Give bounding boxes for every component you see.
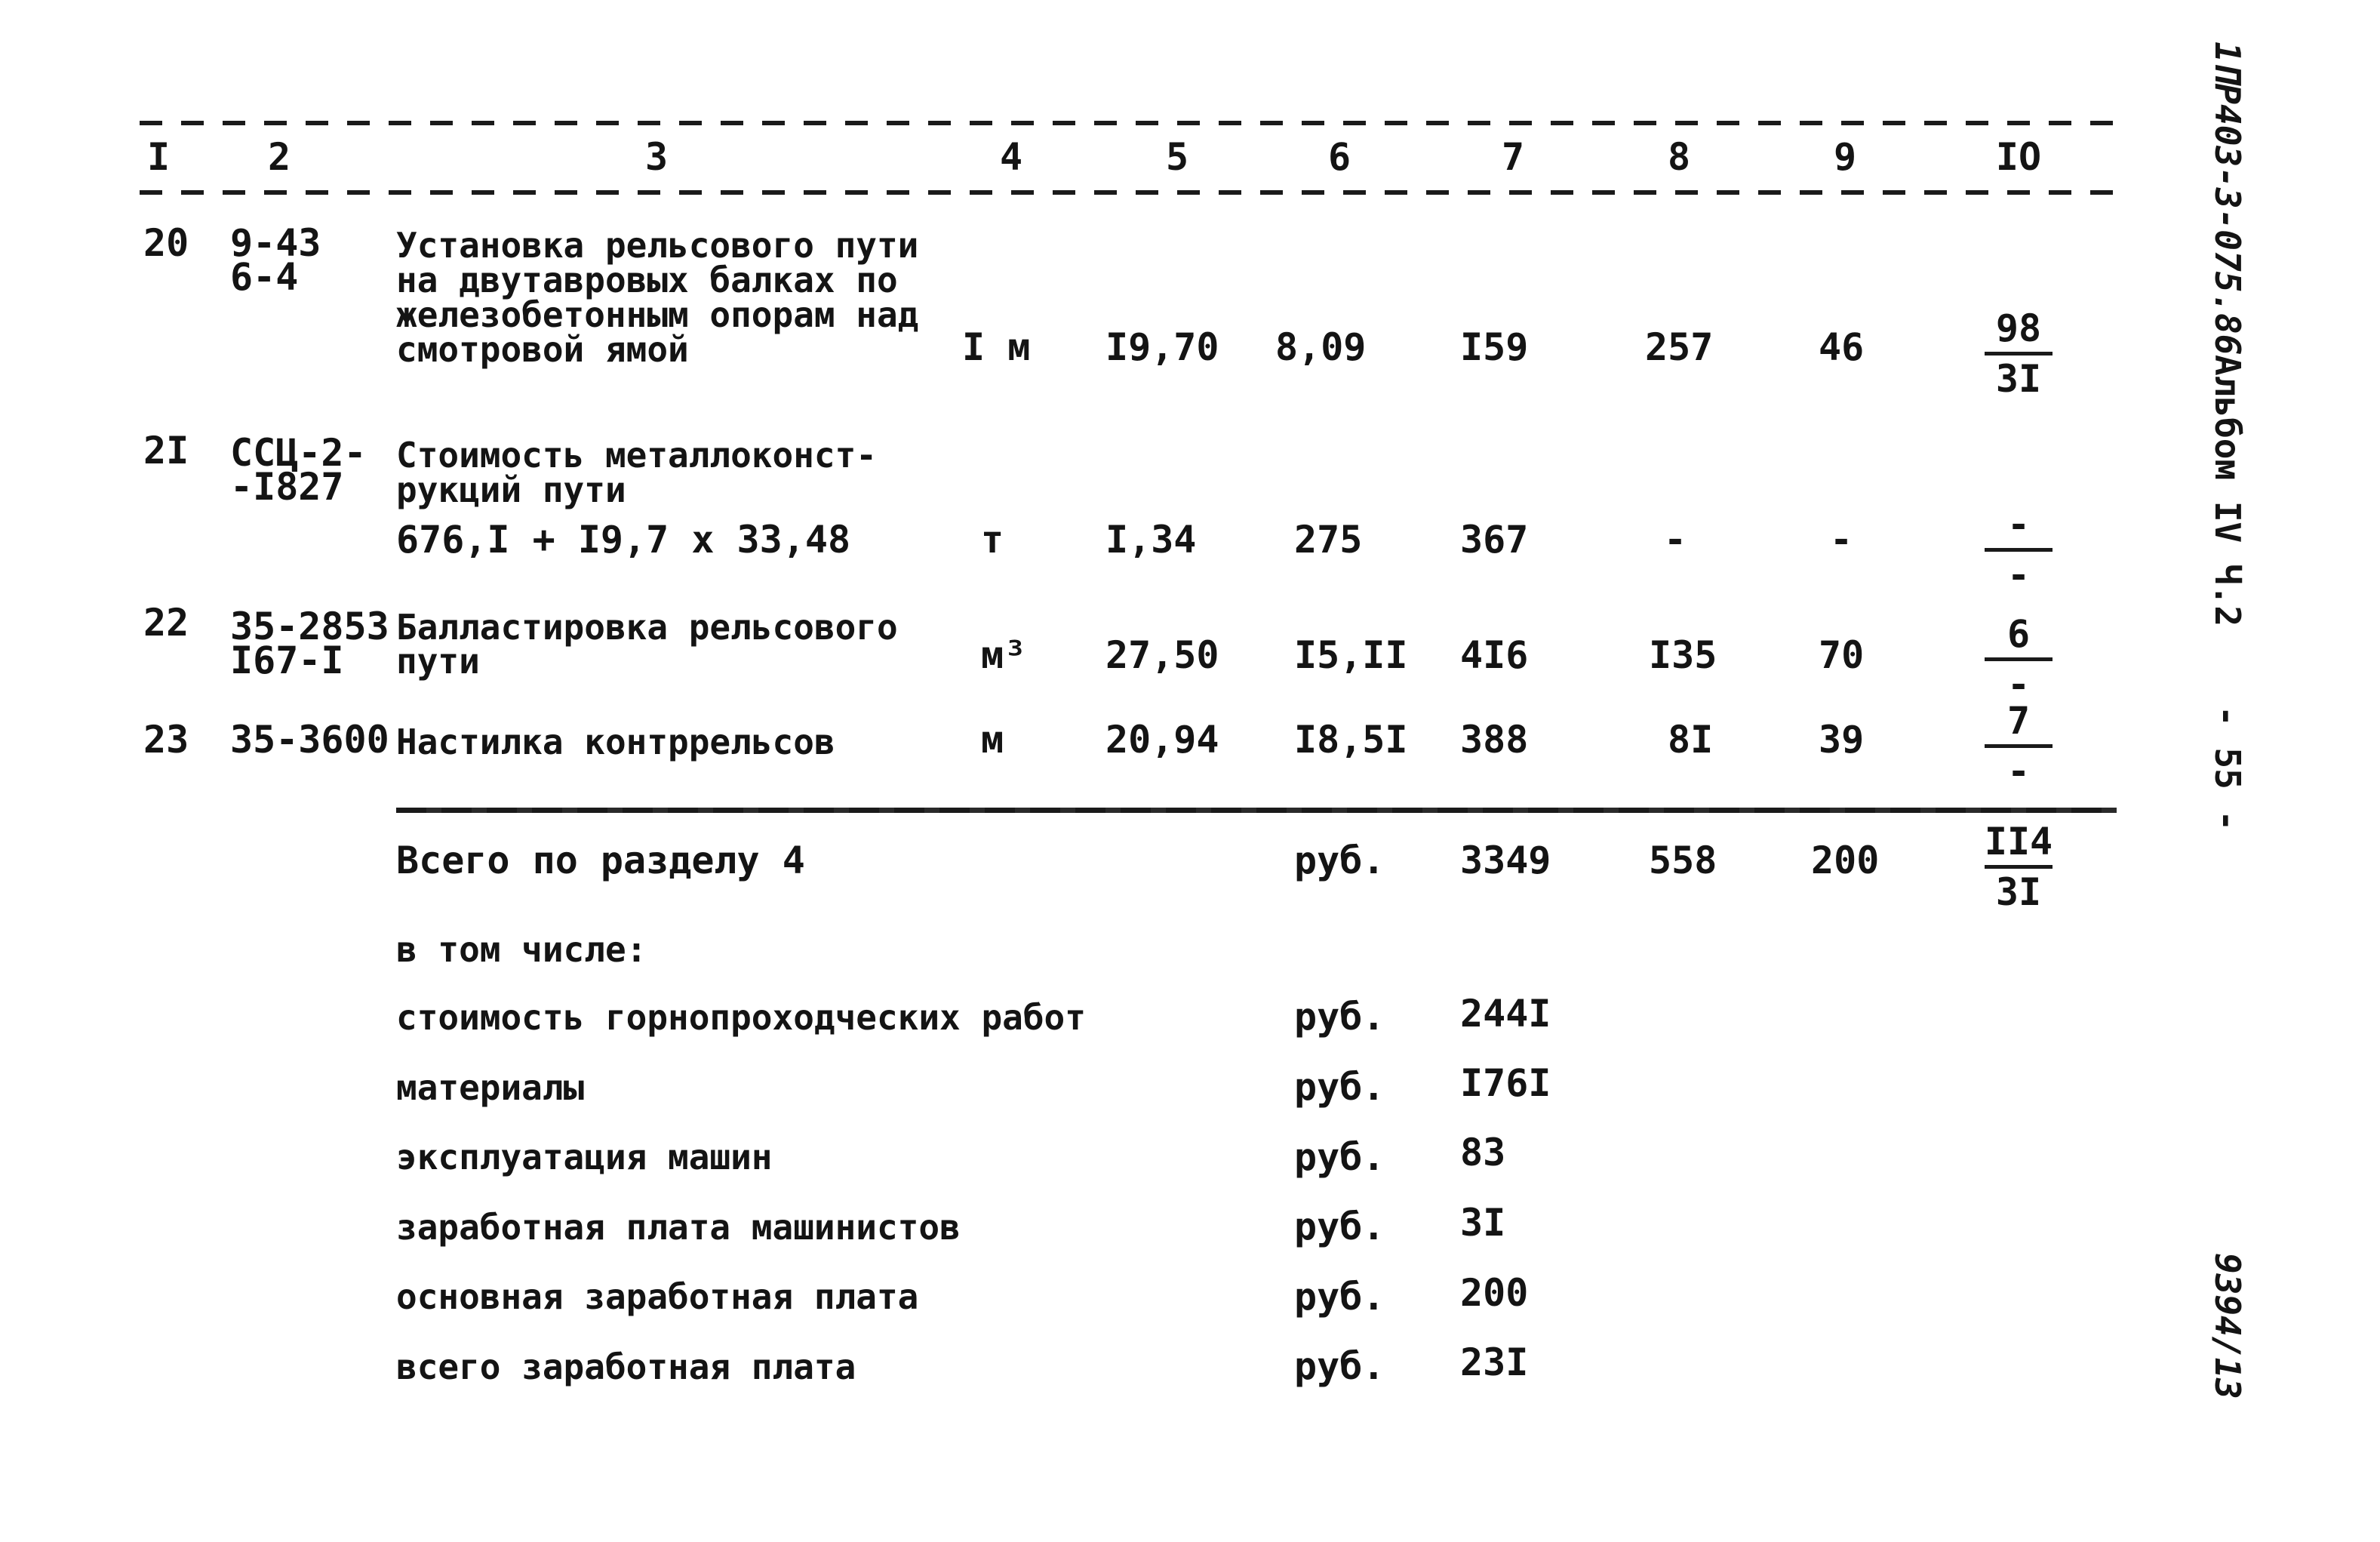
- col-header-7: 7: [1501, 135, 1525, 179]
- unit-price: I8,5I: [1294, 718, 1408, 762]
- col9-value: -: [1829, 518, 1853, 562]
- breakdown-value: 200: [1460, 1271, 1529, 1315]
- unit: м: [981, 718, 1004, 762]
- quantity: 27,50: [1105, 633, 1219, 677]
- col9-value: 39: [1819, 718, 1865, 762]
- row-number: 20: [143, 221, 189, 265]
- section-total-unit: руб.: [1294, 839, 1385, 882]
- col8-value: I35: [1649, 633, 1717, 677]
- work-name: Стоимость металлоконст-: [396, 435, 877, 476]
- unit-price: I5,II: [1294, 633, 1408, 677]
- breakdown-label: всего заработная плата: [396, 1347, 856, 1387]
- section-total-sum: 3349: [1460, 839, 1551, 882]
- row-number: 2I: [143, 429, 189, 472]
- section-total-col9: 200: [1811, 839, 1880, 882]
- page-number: - 55 -: [2207, 706, 2248, 832]
- breakdown-label: эксплуатация машин: [396, 1137, 773, 1177]
- unit: м³: [981, 633, 1027, 677]
- section-total-label: Всего по разделу 4: [396, 839, 805, 882]
- col10-numerator: -: [2006, 503, 2031, 546]
- section-total-fraction: [1977, 820, 2060, 914]
- norm-code: 35-2853: [230, 605, 389, 648]
- breakdown-value: 83: [1460, 1131, 1506, 1174]
- col10-fraction: [1977, 612, 2060, 706]
- col10-fraction: [1977, 306, 2060, 401]
- unit: I м: [962, 325, 1031, 369]
- breakdown-label: материалы: [396, 1067, 585, 1108]
- unit-price: 275: [1294, 518, 1363, 562]
- calculation-formula: 676,I + I9,7 х 33,48: [396, 518, 851, 562]
- breakdown-unit: руб.: [1294, 1344, 1385, 1388]
- archive-stamp: 9394/13: [2207, 1253, 2248, 1399]
- col-header-5: 5: [1165, 135, 1189, 179]
- work-name: Настилка контррельсов: [396, 722, 835, 762]
- header-top-rule: [140, 121, 2113, 125]
- work-name: Балластировка рельсового: [396, 607, 898, 648]
- work-name: рукций пути: [396, 469, 626, 510]
- col8-value: -: [1663, 518, 1687, 562]
- breakdown-value: 3I: [1460, 1201, 1506, 1245]
- breakdown-label: заработная плата машинистов: [396, 1207, 961, 1248]
- norm-code: 9-43: [230, 221, 321, 265]
- breakdown-unit: руб.: [1294, 1205, 1385, 1248]
- album-label: Альбом IV Ч.2: [2207, 355, 2248, 627]
- section-total-col8: 558: [1649, 839, 1717, 882]
- header-bottom-rule: [140, 190, 2113, 195]
- norm-code: 35-3600: [230, 718, 389, 762]
- quantity: 20,94: [1105, 718, 1219, 762]
- unit: т: [981, 518, 1004, 562]
- fraction-bar: [1985, 548, 2053, 552]
- col10-numerator: 6: [2006, 612, 2031, 656]
- including-label: в том числе:: [396, 929, 647, 970]
- col-header-1: I: [146, 135, 171, 179]
- quantity: I,34: [1105, 518, 1197, 562]
- work-name: Установка рельсового пути: [396, 225, 919, 266]
- col10-numerator: 98: [1995, 306, 2042, 350]
- col-header-2: 2: [267, 135, 291, 179]
- breakdown-label: основная заработная плата: [396, 1276, 919, 1317]
- norm-code: I67-I: [230, 639, 344, 682]
- col10-denominator: -: [2006, 749, 2031, 793]
- col10-denominator: 3I: [1995, 357, 2042, 401]
- breakdown-unit: руб.: [1294, 1135, 1385, 1179]
- row-number: 22: [143, 601, 189, 645]
- col-header-3: 3: [644, 135, 669, 179]
- unit-price: 8,09: [1275, 325, 1367, 369]
- col-header-10: IO: [1995, 135, 2042, 179]
- col-header-8: 8: [1667, 135, 1691, 179]
- fraction-bar: [1985, 744, 2053, 748]
- col9-value: 70: [1819, 633, 1865, 677]
- document-code: 1ПР403-3-075.86: [2207, 42, 2248, 355]
- breakdown-value: 23I: [1460, 1340, 1529, 1384]
- fraction-bar: [1985, 657, 2053, 661]
- col9-value: 46: [1819, 325, 1865, 369]
- work-name: железобетонным опорам над: [396, 294, 919, 335]
- breakdown-value: I76I: [1460, 1061, 1551, 1105]
- quantity: I9,70: [1105, 325, 1219, 369]
- norm-code: ССЦ-2-: [230, 431, 367, 475]
- norm-code: -I827: [230, 465, 344, 509]
- col10-denominator: -: [2006, 663, 2031, 706]
- col10-numerator: 7: [2006, 699, 2031, 743]
- col-header-4: 4: [999, 135, 1023, 179]
- total-cost: 4I6: [1460, 633, 1529, 677]
- total-cost: 367: [1460, 518, 1529, 562]
- col8-value: 8I: [1668, 718, 1714, 762]
- col10-fraction: [1977, 503, 2060, 597]
- row-number: 23: [143, 718, 189, 762]
- section-total-denominator: 3I: [1995, 870, 2042, 914]
- norm-code: 6-4: [230, 255, 299, 299]
- section-total-rule: [396, 808, 2117, 813]
- col10-denominator: -: [2006, 553, 2031, 597]
- col8-value: 257: [1645, 325, 1714, 369]
- breakdown-unit: руб.: [1294, 995, 1385, 1039]
- work-name: на двутавровых балках по: [396, 260, 898, 300]
- breakdown-unit: руб.: [1294, 1275, 1385, 1319]
- col-header-6: 6: [1327, 135, 1351, 179]
- breakdown-unit: руб.: [1294, 1065, 1385, 1109]
- section-total-numerator: II4: [1984, 820, 2053, 863]
- col10-fraction: [1977, 699, 2060, 793]
- total-cost: 388: [1460, 718, 1529, 762]
- work-name: пути: [396, 641, 480, 682]
- total-cost: I59: [1460, 325, 1529, 369]
- fraction-bar: [1985, 865, 2053, 869]
- breakdown-value: 244I: [1460, 992, 1551, 1036]
- breakdown-label: стоимость горнопроходческих работ: [396, 997, 1086, 1038]
- work-name: смотровой ямой: [396, 329, 689, 370]
- col-header-9: 9: [1833, 135, 1857, 179]
- fraction-bar: [1985, 352, 2053, 355]
